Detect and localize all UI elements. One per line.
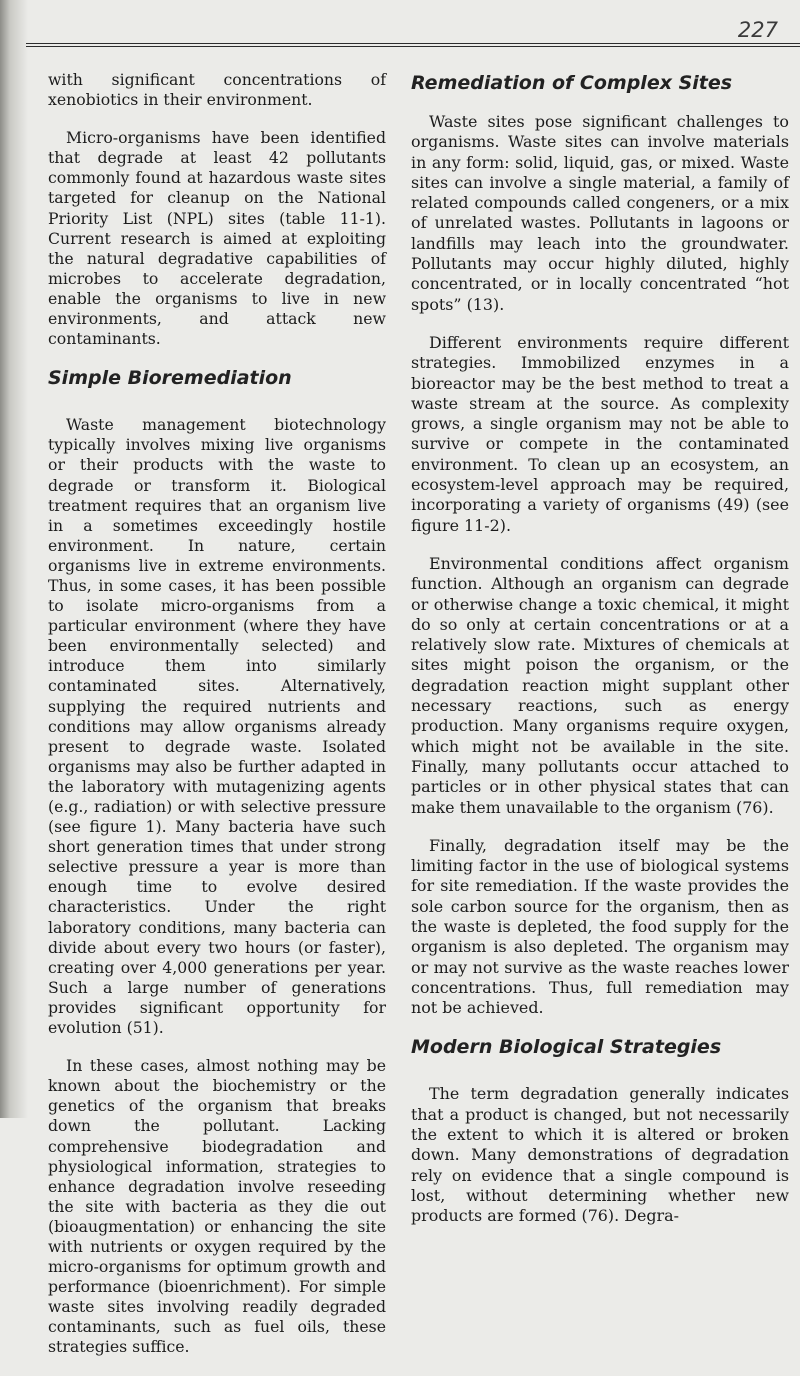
paragraph-microbes: Micro-organisms have been identified that degrade at least 42 pollutants commonly found at hazardous waste sites targeted for cleanup on the National Priority List (NPL) sites (table 11-1). Current research is aimed at exploiting the natural degradative capabilities of microbes to accelerate degradation, enable the organisms to live in new environments, and attack new contaminants. (48, 128, 386, 349)
paragraph-limiting-factor: Finally, degradation itself may be the limiting factor in the use of biological systems for site remediation. If the waste provides the sole carbon source for the organism, then as the waste is depleted, the food supply for the organism is also depleted. The organism may or may not survive as the waste reaches lower concentrations. Thus, full remediation may not be achieved. (411, 835, 789, 1018)
paragraph-these-cases: In these cases, almost nothing may be known about the biochemistry or the genetics of the organism that breaks down the pollutant. Lacking comprehensive biodegradation and physiological information, strategies to enhance degradation involve reseeding the site with bacteria as they die out (bioaugmentation) or enhancing the site with nutrients or oxygen required by the micro-organisms for optimum growth and performance (bioenrichment). For simple waste sites involving readily degraded contaminants, such as fuel oils, these strategies suffice. (48, 1056, 386, 1357)
paragraph-waste-sites: Waste sites pose significant challenges to organisms. Waste sites can involve materials in any form: solid, liquid, gas, or mixed. Waste sites can involve a single material, a family of related compounds called congeners, or a mix of unrelated wastes. Pollutants in lagoons or landfills may leach into the groundwater. Pollutants may occur highly diluted, highly concentrated, or in locally concentrated “hot spots” (13). (411, 112, 789, 314)
heading-modern-biological-strategies: Modern Biological Strategies (411, 1036, 722, 1059)
paragraph-intro: with significant concentrations of xenobiotics in their environment. (48, 70, 386, 110)
page-edge-shadow (0, 0, 30, 1118)
paragraph-waste-management: Waste management biotechnology typically involves mixing live organisms or their products with the waste to degrade or transform it. Biological treatment requires that an organism live in a sometimes exceedingly hostile environment. In nature, certain organisms live in extreme environments. Thus, in some cases, it has been possible to isolate micro-organisms from a particular environment (where they have been environmentally selected) and introduce them into similarly contaminated sites. Alternatively, supplying the required nutrients and conditions may allow organisms already present to degrade waste. Isolated organisms may also be further adapted in the laboratory with mutagenizing agents (e.g., radiation) or with selective pressure (see figure 1). Many bacteria have such short generation times that under strong selective pressure a year is more than enough time to evolve desired characteristics. Under the right laboratory conditions, many bacteria can divide about every two hours (or faster), creating over 4,000 generations per year. Such a large number of generations provides significant opportunity for evolution (51). (48, 415, 386, 1038)
page-number: 227 (737, 18, 778, 42)
right-column (411, 70, 789, 1245)
heading-remediation-complex-sites: Remediation of Complex Sites (411, 72, 733, 94)
paragraph-conditions: Environmental conditions affect organism function. Although an organism can degrade or otherwise change a toxic chemical, it might do so only at certain concentrations or at a relatively slow rate. Mixtures of chemicals at sites might poison the organism, or the degradation reaction might supplant other necessary reactions, such as energy production. Many organisms require oxygen, which might not be available in the site. Finally, many pollutants occur attached to particles or in other physical states that can make them unavailable to the organism (76). (411, 553, 789, 817)
heading-simple-bioremediation: Simple Bioremediation (48, 367, 292, 390)
paragraph-degradation-term: The term degradation generally indicates that a product is changed, but not necessarily the extent to which it is altered or broken down. Many demonstrations of degradation rely on evidence that a single compound is lost, without determining whether new products are formed (76). Degra- (411, 1084, 789, 1226)
paragraph-strategies: Different environments require different strategies. Immobilized enzymes in a bioreactor may be the best method to treat a waste stream at the source. As complexity grows, a single organism may not be able to survive or compete in the contaminated environment. To clean up an ecosystem, an ecosystem-level approach may be required, incorporating a variety of organisms (49) (see figure 11-2). (411, 332, 789, 535)
header-rule (26, 43, 800, 47)
left-column (48, 70, 386, 1376)
